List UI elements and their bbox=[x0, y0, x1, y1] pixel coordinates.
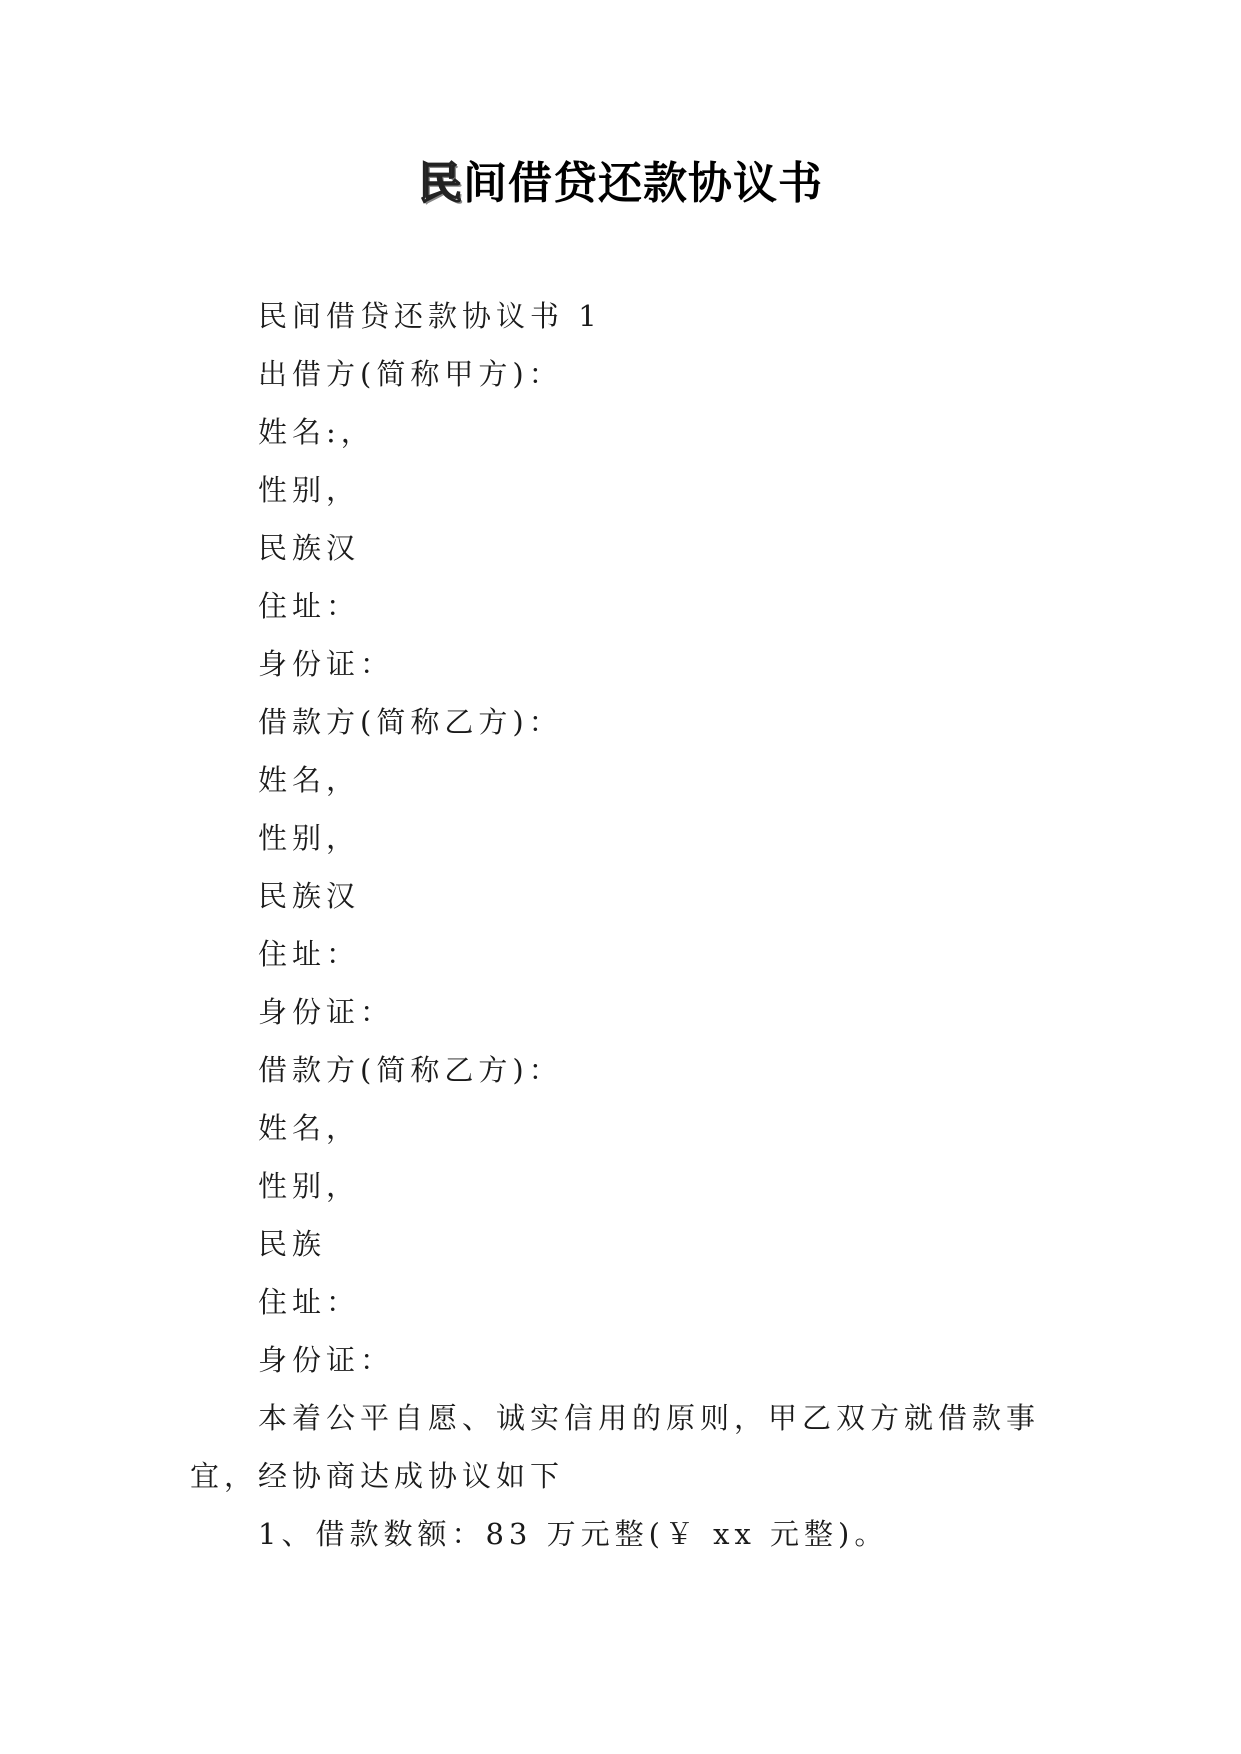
borrower-1-name: 姓名， bbox=[258, 763, 361, 797]
borrower-1-id-card: 身份证： bbox=[258, 995, 395, 1029]
borrower-1-gender: 性别， bbox=[258, 821, 361, 855]
lender-heading: 出借方(简称甲方)： bbox=[258, 357, 563, 391]
subtitle-line: 民间借贷还款协议书 1 bbox=[258, 299, 602, 333]
clause-loan-amount: 1、借款数额：83 万元整(￥ xx 元整)。 bbox=[258, 1517, 889, 1551]
document-title bbox=[0, 148, 1241, 220]
borrower-2-id-card: 身份证： bbox=[258, 1343, 395, 1377]
lender-id-card: 身份证： bbox=[258, 647, 395, 681]
borrower-2-gender: 性别， bbox=[258, 1169, 361, 1203]
document-body bbox=[190, 287, 1060, 1563]
borrower-2-heading: 借款方(简称乙方)： bbox=[258, 1053, 563, 1087]
borrower-1-ethnicity: 民族汉 bbox=[258, 879, 361, 913]
lender-name: 姓名:， bbox=[258, 415, 375, 449]
borrower-1-heading: 借款方(简称乙方)： bbox=[258, 705, 563, 739]
lender-ethnicity: 民族汉 bbox=[258, 531, 361, 565]
principle-paragraph: 本着公平自愿、诚实信用的原则，甲乙双方就借款事宜，经协商达成协议如下 bbox=[190, 1401, 1041, 1493]
title-rest: 间借贷还款协议书 bbox=[463, 158, 823, 209]
borrower-2-name: 姓名， bbox=[258, 1111, 361, 1145]
borrower-2-ethnicity: 民族 bbox=[258, 1227, 327, 1261]
borrower-1-address: 住址： bbox=[258, 937, 361, 971]
title-first-char: 民 bbox=[418, 158, 463, 209]
lender-address: 住址： bbox=[258, 589, 361, 623]
borrower-2-address: 住址： bbox=[258, 1285, 361, 1319]
lender-gender: 性别， bbox=[258, 473, 361, 507]
